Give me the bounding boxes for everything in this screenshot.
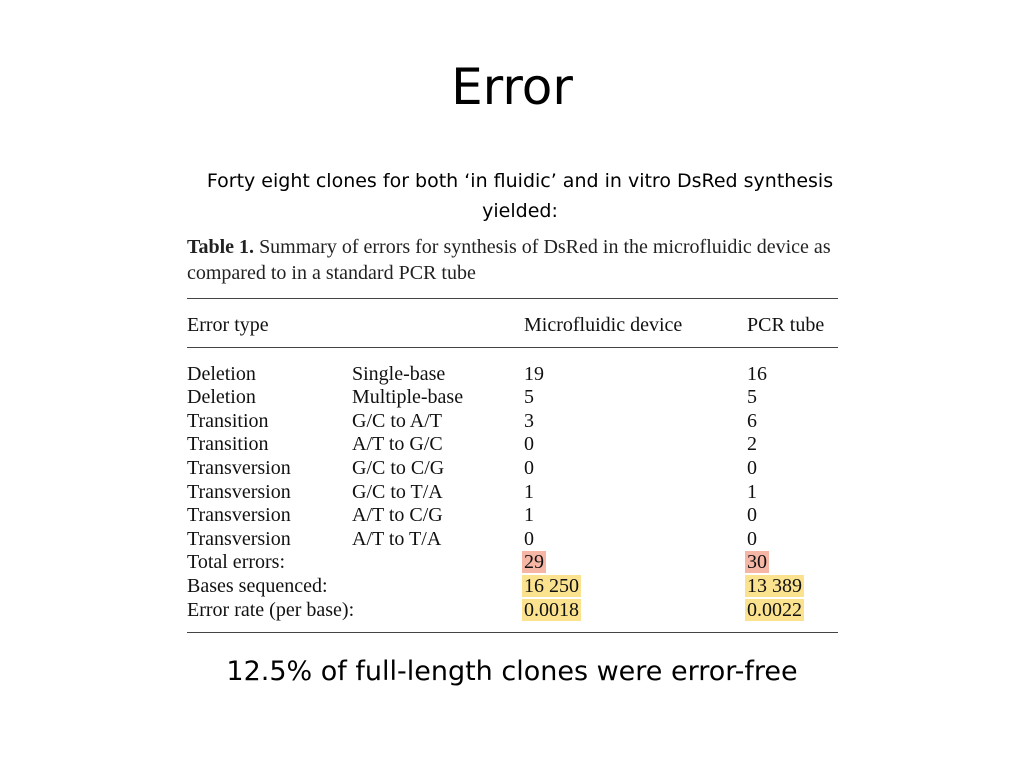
summary-microfluidic-value: 29 [524, 551, 544, 573]
table-caption-label: Table 1. [187, 236, 255, 258]
slide-footer: 12.5% of full-length clones were error-free [226, 656, 798, 687]
row-error-type: Transversion [187, 457, 291, 479]
row-error-type: Transversion [187, 481, 291, 503]
row-microfluidic: 0 [524, 433, 534, 455]
header-pcr-tube: PCR tube [747, 314, 825, 336]
table-header-rule [187, 347, 838, 348]
row-error-type: Transversion [187, 504, 291, 526]
row-detail: A/T to T/A [352, 528, 442, 550]
table-caption-text: Summary of errors for synthesis of DsRed in the microfluidic device as compared to in a standard PCR tube [187, 236, 831, 284]
row-pcr: 0 [747, 504, 757, 526]
row-detail: G/C to C/G [352, 457, 445, 479]
row-error-type: Deletion [187, 386, 256, 408]
row-detail: A/T to G/C [352, 433, 443, 455]
row-detail: G/C to T/A [352, 481, 443, 503]
row-pcr: 16 [747, 363, 767, 385]
table-top-rule [187, 298, 838, 299]
summary-label: Bases sequenced: [187, 575, 328, 597]
row-microfluidic: 0 [524, 528, 534, 550]
row-microfluidic: 3 [524, 410, 534, 432]
header-error-type: Error type [187, 314, 269, 336]
row-error-type: Transition [187, 410, 269, 432]
row-microfluidic: 1 [524, 504, 534, 526]
slide-subtitle: Forty eight clones for both ‘in fluidic’ and in vitro DsRed synthesis yielded: [206, 170, 834, 222]
row-error-type: Transversion [187, 528, 291, 550]
row-pcr: 5 [747, 386, 757, 408]
slide-title: Error [451, 58, 573, 116]
summary-microfluidic-value: 0.0018 [524, 599, 579, 621]
row-detail: Single-base [352, 363, 446, 385]
row-microfluidic: 19 [524, 363, 544, 385]
row-pcr: 1 [747, 481, 757, 503]
summary-label: Error rate (per base): [187, 599, 355, 621]
summary-microfluidic-value: 16 250 [524, 575, 579, 597]
row-detail: Multiple-base [352, 386, 464, 408]
summary-pcr-value: 30 [747, 551, 767, 573]
row-microfluidic: 0 [524, 457, 534, 479]
summary-pcr-value: 0.0022 [747, 599, 802, 621]
row-pcr: 0 [747, 457, 757, 479]
row-microfluidic: 1 [524, 481, 534, 503]
row-pcr: 0 [747, 528, 757, 550]
table-caption [187, 234, 847, 286]
row-microfluidic: 5 [524, 386, 534, 408]
table-bottom-rule [187, 632, 838, 633]
header-microfluidic: Microfluidic device [524, 314, 683, 336]
row-detail: G/C to A/T [352, 410, 443, 432]
row-pcr: 6 [747, 410, 757, 432]
row-error-type: Transition [187, 433, 269, 455]
summary-pcr-value: 13 389 [747, 575, 802, 597]
row-detail: A/T to C/G [352, 504, 443, 526]
row-error-type: Deletion [187, 363, 256, 385]
summary-label: Total errors: [187, 551, 286, 573]
row-pcr: 2 [747, 433, 757, 455]
